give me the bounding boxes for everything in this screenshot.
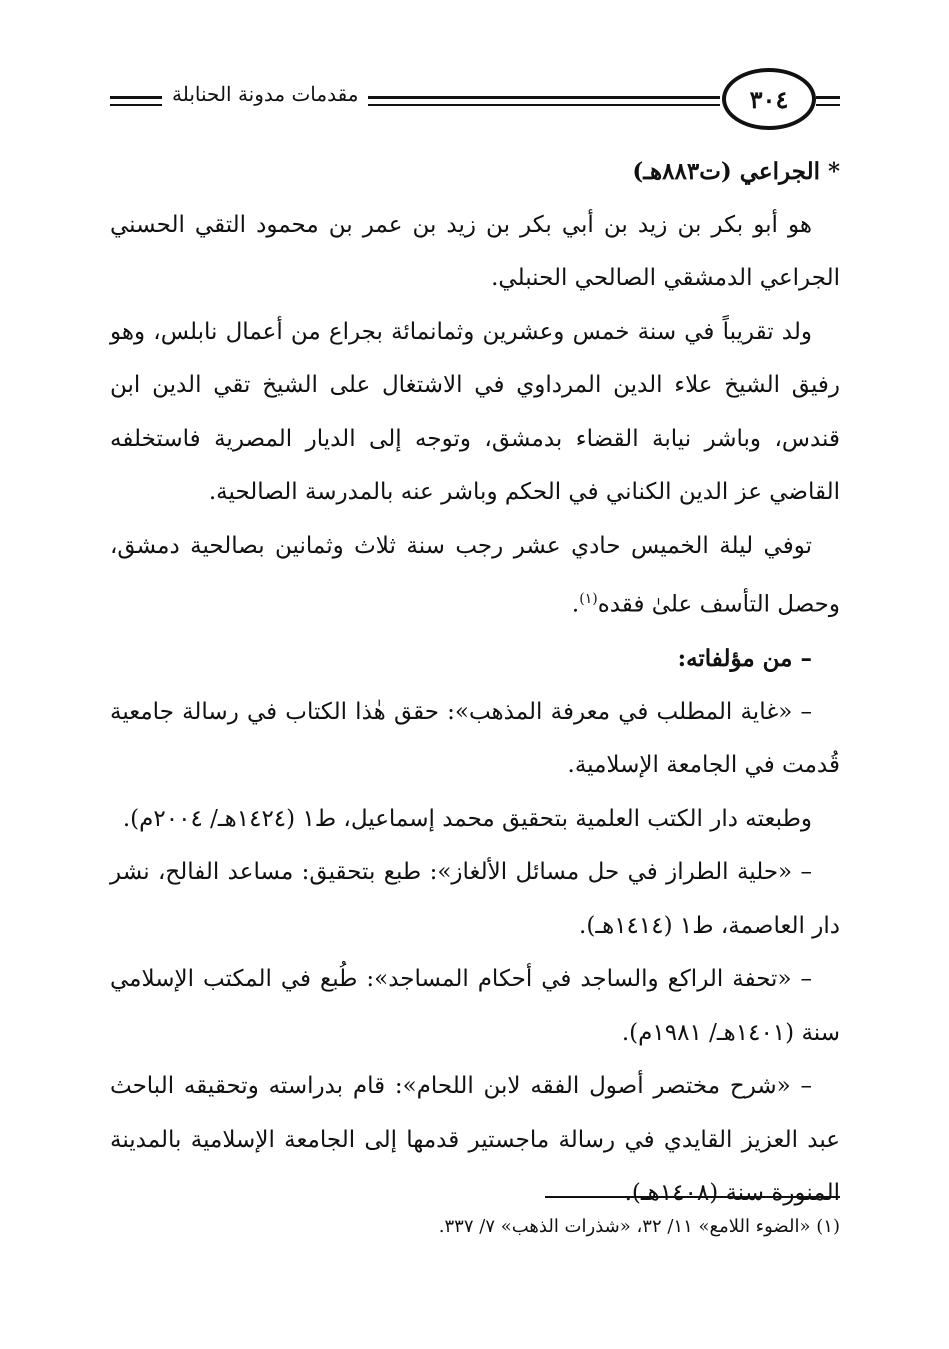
entry-heading: * الجراعي (ت٨٨٣هـ) [632, 158, 840, 185]
header-rule-middle [368, 96, 720, 106]
running-title: مقدمات مدونة الحنابلة [172, 82, 359, 106]
footnote: (١) «الضوء اللامع» ١١/ ٣٢، «شذرات الذهب» ٧/ ٣٣٧. [438, 1216, 840, 1237]
work-item-1-edition: وطبعته دار الكتب العلمية بتحقيق محمد إسماعيل، ط١ (١٤٢٤هـ/ ٢٠٠٤م). [122, 805, 812, 832]
paragraph-biography: ولد تقريباً في سنة خمس وعشرين وثمانمائة بجراع من أعمال نابلس، وهو رفيق الشيخ علاء الدين المرداوي في الاشتغال على الشيخ تقي الدين ابن قندس، وباشر نيابة القضاء بدمشق، وتوجه إلى الديار المصرية فاستخلفه القاضي عز الدين الكناني في الحكم وباشر عنه بالمدرسة الصالحية. [110, 318, 840, 505]
death-text-end: . [571, 591, 580, 618]
page-body [110, 145, 840, 1221]
paragraph-death [110, 520, 840, 633]
header-rule-left [110, 96, 162, 106]
footnote-separator [545, 1196, 840, 1198]
header-rule-right [816, 96, 840, 106]
works-label: – من مؤلفاته: [677, 645, 812, 673]
footnote-ref: (١) [579, 591, 598, 607]
work-item-2: – «حلية الطراز في حل مسائل الألغاز»: طبع بتحقيق: مساعد الفالح، نشر دار العاصمة، ط١ (١٤١٤هـ). [110, 859, 840, 939]
work-item-1: – «غاية المطلب في معرفة المذهب»: حقق هٰذا الكتاب في رسالة جامعية قُدمت في الجامعة الإسلامية. [110, 698, 840, 779]
work-item-4: – «شرح مختصر أصول الفقه لابن اللحام»: قام بدراسته وتحقيقه الباحث عبد العزيز القايدي في رسالة ماجستير قدمها إلى الجامعة الإسلامية بالمدينة المنورة سنة (١٤٠٨هـ). [110, 1073, 840, 1207]
paragraph-lineage: هو أبو بكر بن زيد بن أبي بكر بن زيد بن عمر بن محمود التقي الحسني الجراعي الدمشقي الصالحي الحنبلي. [110, 211, 840, 291]
page-header [110, 68, 840, 130]
work-item-3: – «تحفة الراكع والساجد في أحكام المساجد»: طُبع في المكتب الإسلامي سنة (١٤٠١هـ/ ١٩٨١م). [110, 966, 840, 1046]
death-text: توفي ليلة الخميس حادي عشر رجب سنة ثلاث وثمانين بصالحية دمشق، وحصل التأسف علىٰ فقده [110, 532, 840, 618]
page-number: ٣٠٤ [722, 68, 816, 130]
